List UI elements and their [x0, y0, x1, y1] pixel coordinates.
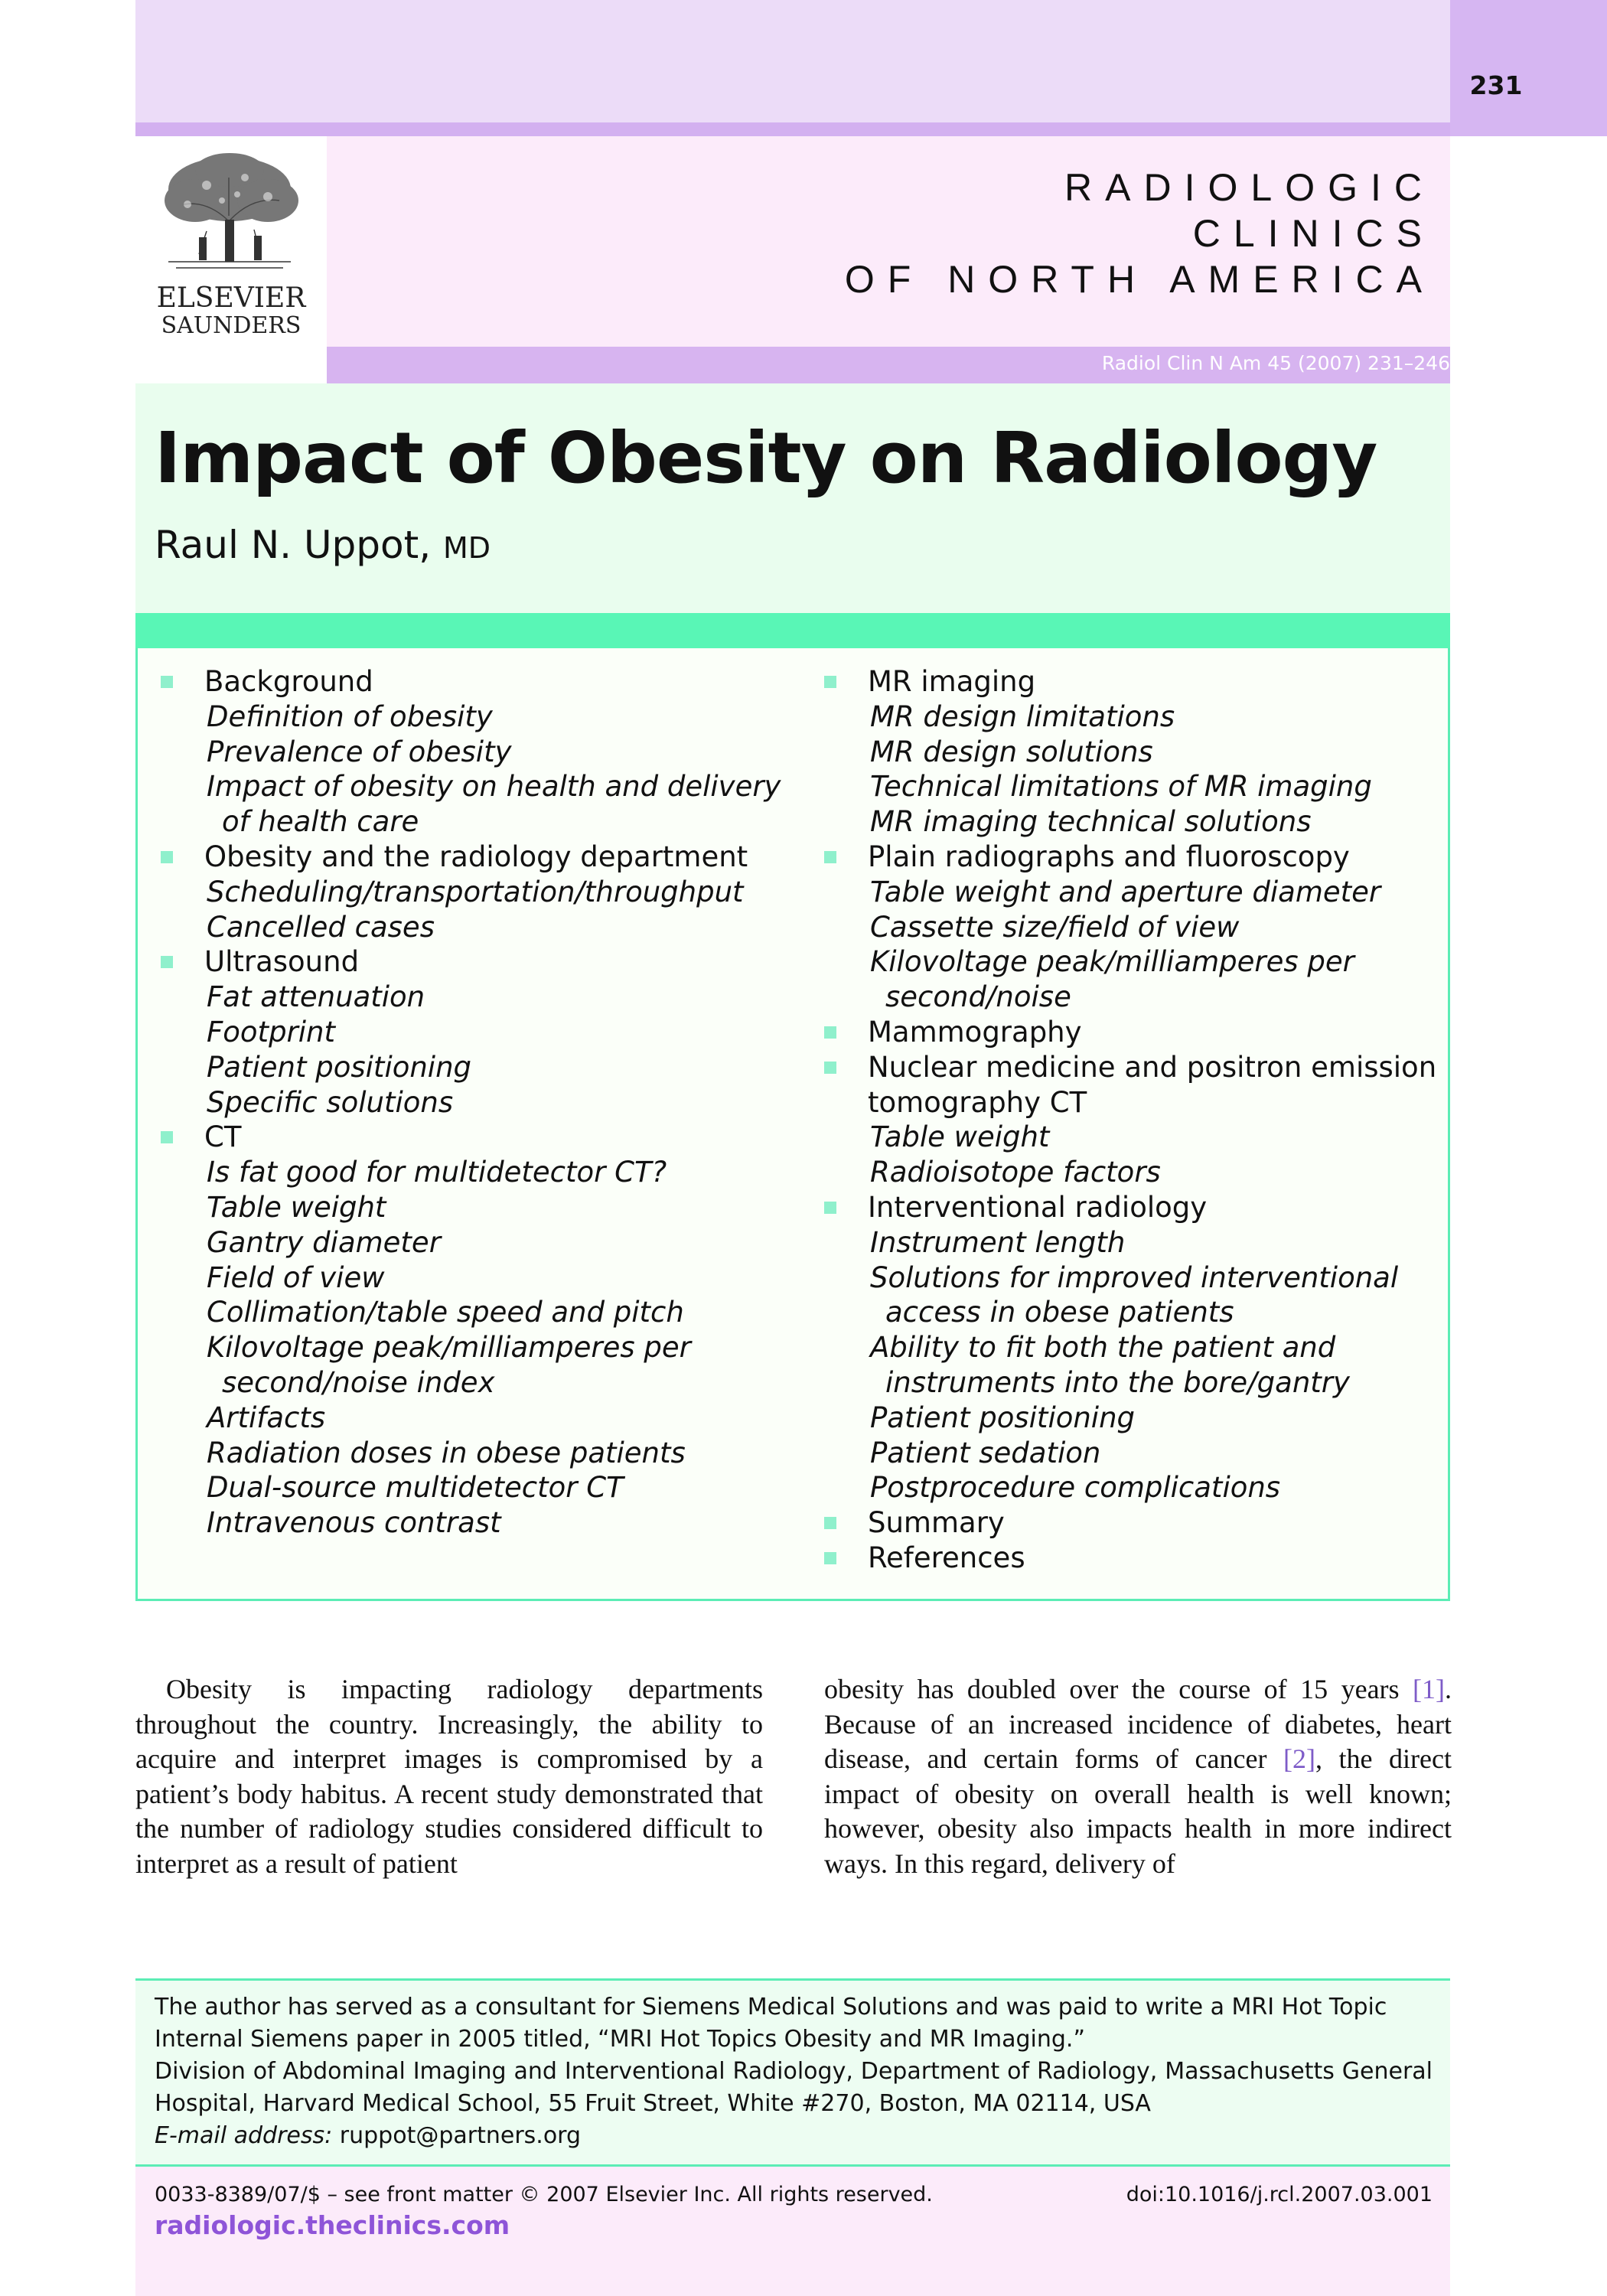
toc-entry-text: Radioisotope factors	[870, 1156, 1161, 1189]
toc-entry-text: Cassette size/field of view	[870, 910, 1240, 944]
toc-subsection[interactable]	[176, 1295, 788, 1330]
toc-entry-text: Gantry diameter	[207, 1225, 441, 1259]
reference-link-1[interactable]: [1]	[1413, 1674, 1445, 1704]
toc-subsection[interactable]	[176, 1505, 788, 1541]
toc-entry-text: Mammography	[868, 1015, 1082, 1049]
toc-subsection[interactable]	[176, 1155, 788, 1190]
toc-entry-text: Plain radiographs and fluoroscopy	[868, 840, 1350, 873]
email-label: E-mail address:	[155, 2122, 333, 2149]
toc-entry-text: Ability to fit both the patient and instruments into the bore/gantry	[870, 1331, 1350, 1399]
body-column-left	[135, 1672, 763, 1881]
toc-subsection[interactable]	[839, 700, 1452, 735]
journal-title-line-3: OF NORTH AMERICA	[844, 258, 1435, 301]
elsevier-tree-logo-icon	[153, 147, 306, 285]
toc-section[interactable]	[824, 1050, 1452, 1120]
toc-entry-text: Postprocedure complications	[870, 1471, 1281, 1505]
toc-subsection[interactable]	[839, 1330, 1452, 1401]
body-text-part: . Because of an increased incidence of diabetes, heart disease, and certain forms of cancer	[824, 1674, 1452, 1774]
toc-subsection[interactable]	[839, 1470, 1452, 1505]
body-text-part: , the direct impact of obesity on overall health is well known; however, obesity also impacts health in more indirect ways. In this regard, delivery of	[824, 1743, 1452, 1879]
toc-entry-text: Is fat good for multidetector CT?	[207, 1156, 667, 1189]
toc-entry-text: Collimation/table speed and pitch	[207, 1296, 684, 1329]
copyright-notice: 0033-8389/07/$ – see front matter © 2007 Elsevier Inc. All rights reserved.	[155, 2183, 933, 2206]
header-divider	[135, 122, 1450, 136]
toc-entry-text: Table weight	[207, 1190, 386, 1224]
toc-section[interactable]	[161, 944, 788, 980]
toc-section[interactable]	[824, 1190, 1452, 1225]
toc-subsection[interactable]	[176, 1190, 788, 1225]
toc-section[interactable]	[161, 840, 788, 875]
author-degree: MD	[443, 531, 491, 565]
toc-entry-text: Solutions for improved interventional access in obese patients	[870, 1261, 1399, 1329]
toc-entry-text: Instrument length	[870, 1225, 1126, 1259]
toc-section[interactable]	[824, 1505, 1452, 1541]
toc-entry-text: Artifacts	[207, 1401, 326, 1434]
toc-entry-text: Scheduling/transportation/throughput	[207, 875, 744, 908]
toc-subsection[interactable]	[839, 735, 1452, 770]
journal-citation: Radiol Clin N Am 45 (2007) 231–246	[1101, 352, 1450, 374]
toc-subsection[interactable]	[839, 1155, 1452, 1190]
journal-title	[845, 165, 1435, 302]
toc-entry-text: Interventional radiology	[868, 1190, 1208, 1224]
toc-entry-text: MR imaging	[868, 665, 1036, 698]
toc-subsection[interactable]	[839, 804, 1452, 840]
body-text-part: obesity has doubled over the course of 15 years	[824, 1674, 1413, 1704]
toc-bullet-icon	[161, 676, 173, 688]
reference-link-2[interactable]: [2]	[1283, 1743, 1315, 1774]
toc-entry-text: References	[868, 1541, 1025, 1574]
toc-subsection[interactable]	[839, 1261, 1452, 1331]
toc-bullet-icon	[824, 1202, 836, 1214]
body-paragraph-continued	[824, 1672, 1452, 1881]
toc-section[interactable]	[161, 1120, 788, 1155]
toc-entry-text: Kilovoltage peak/milliamperes per second/noise	[870, 945, 1354, 1014]
toc-entry-text: Technical limitations of MR imaging	[870, 770, 1372, 804]
toc-bullet-icon	[161, 1131, 173, 1143]
doi[interactable]: doi:10.1016/j.rcl.2007.03.001	[1126, 2183, 1433, 2206]
journal-title-line-2: CLINICS	[1192, 212, 1435, 255]
journal-title-line-1: RADIOLOGIC	[1064, 166, 1435, 209]
toc-subsection[interactable]	[176, 769, 788, 840]
toc-subsection[interactable]	[839, 910, 1452, 945]
toc-entry-text: Definition of obesity	[207, 700, 493, 733]
toc-entry-text: MR design solutions	[870, 735, 1153, 768]
toc-bullet-icon	[824, 676, 836, 688]
body-column-right	[824, 1672, 1452, 1881]
email-line	[155, 2120, 1433, 2152]
toc-entry-text: MR imaging technical solutions	[870, 805, 1312, 839]
toc-subsection[interactable]	[839, 1401, 1452, 1436]
toc-subsection[interactable]	[839, 875, 1452, 910]
toc-entry-text: Radiation doses in obese patients	[207, 1436, 686, 1469]
toc-subsection[interactable]	[176, 980, 788, 1015]
toc-entry-text: Specific solutions	[207, 1085, 454, 1119]
toc-subsection[interactable]	[176, 1436, 788, 1471]
page-number: 231	[1469, 70, 1523, 100]
toc-column-left	[161, 664, 788, 1541]
toc-subsection[interactable]	[176, 910, 788, 945]
journal-website-link[interactable]: radiologic.theclinics.com	[155, 2210, 510, 2240]
toc-entry-text: Table weight and aperture diameter	[870, 875, 1381, 908]
footnote	[155, 1991, 1433, 2152]
toc-section[interactable]	[824, 1541, 1452, 1576]
toc-bullet-icon	[824, 1026, 836, 1039]
toc-section[interactable]	[824, 664, 1452, 700]
toc-subsection[interactable]	[176, 1401, 788, 1436]
toc-subsection[interactable]	[176, 735, 788, 770]
toc-section[interactable]	[824, 840, 1452, 875]
author-affiliation: Division of Abdominal Imaging and Interventional Radiology, Department of Radiology, Massachusetts General Hospital, Harvard Medical School, 55 Fruit Street, White #270, Boston, MA 02114, USA	[155, 2058, 1433, 2117]
toc-entry-text: Table weight	[870, 1120, 1050, 1154]
toc-entry-text: MR design limitations	[870, 700, 1175, 733]
toc-subsection[interactable]	[839, 944, 1452, 1015]
toc-subsection[interactable]	[176, 1050, 788, 1085]
email-address[interactable]: ruppot@partners.org	[339, 2122, 582, 2149]
toc-entry-text: Fat attenuation	[207, 980, 425, 1014]
toc-entry-text: Background	[204, 665, 373, 698]
toc-subsection[interactable]	[176, 1015, 788, 1050]
article-title: Impact of Obesity on Radiology	[155, 417, 1377, 499]
toc-bullet-icon	[824, 1062, 836, 1074]
toc-entry-text: Patient positioning	[207, 1050, 472, 1084]
toc-subsection[interactable]	[176, 1330, 788, 1401]
toc-subsection[interactable]	[839, 1120, 1452, 1155]
toc-entry-text: Summary	[868, 1506, 1005, 1540]
toc-entry-text: Intravenous contrast	[207, 1506, 501, 1540]
body-paragraph: Obesity is impacting radiology departments throughout the country. Increasingly, the ability to acquire and interpret images is compromised by a patient’s body habitus. A recent study demonstrated that the number of radiology studies considered difficult to interpret as a result of patient	[135, 1674, 763, 1879]
author-name: Raul N. Uppot,	[155, 523, 432, 567]
toc-subsection[interactable]	[176, 875, 788, 910]
toc-entry-text: Cancelled cases	[207, 910, 435, 944]
toc-entry-text: Patient positioning	[870, 1401, 1136, 1434]
toc-bullet-icon	[824, 851, 836, 863]
disclosure-note: The author has served as a consultant for Siemens Medical Solutions and was paid to write a MRI Hot Topic Internal Siemens paper in 2005 titled, “MRI Hot Topics Obesity and MR Imaging.”	[155, 1994, 1387, 2053]
toc-subsection[interactable]	[176, 1085, 788, 1120]
toc-subsection[interactable]	[176, 1225, 788, 1261]
toc-bullet-icon	[824, 1552, 836, 1564]
toc-subsection[interactable]	[839, 1436, 1452, 1471]
toc-column-right	[824, 664, 1452, 1576]
toc-entry-text: Patient sedation	[870, 1436, 1101, 1469]
toc-bullet-icon	[161, 956, 173, 968]
toc-entry-text: Nuclear medicine and positron emission tomography CT	[868, 1050, 1437, 1119]
toc-subsection[interactable]	[176, 1470, 788, 1505]
toc-subsection[interactable]	[839, 769, 1452, 804]
toc-entry-text: Impact of obesity on health and delivery of health care	[207, 770, 781, 839]
toc-entry-text: Field of view	[207, 1261, 385, 1294]
top-color-band	[135, 0, 1450, 122]
publisher-name: ELSEVIER	[156, 282, 306, 314]
toc-entry-text: Obesity and the radiology department	[204, 840, 748, 873]
page-number-tab	[1450, 0, 1607, 136]
author-line	[155, 523, 491, 567]
toc-entry-text: Ultrasound	[204, 945, 360, 979]
toc-entry-text: Footprint	[207, 1015, 335, 1049]
toc-entry-text: Kilovoltage peak/milliamperes per second/noise index	[207, 1331, 691, 1399]
toc-header-bar	[135, 613, 1450, 648]
toc-subsection[interactable]	[839, 1225, 1452, 1261]
toc-section[interactable]	[161, 664, 788, 700]
toc-entry-text: CT	[204, 1120, 242, 1154]
toc-entry-text: Prevalence of obesity	[207, 735, 512, 768]
toc-entry-text: Dual-source multidetector CT	[207, 1471, 624, 1505]
toc-subsection[interactable]	[176, 700, 788, 735]
publisher-imprint: SAUNDERS	[161, 312, 302, 339]
toc-bullet-icon	[161, 851, 173, 863]
toc-subsection[interactable]	[176, 1261, 788, 1296]
toc-bullet-icon	[824, 1517, 836, 1529]
toc-section[interactable]	[824, 1015, 1452, 1050]
